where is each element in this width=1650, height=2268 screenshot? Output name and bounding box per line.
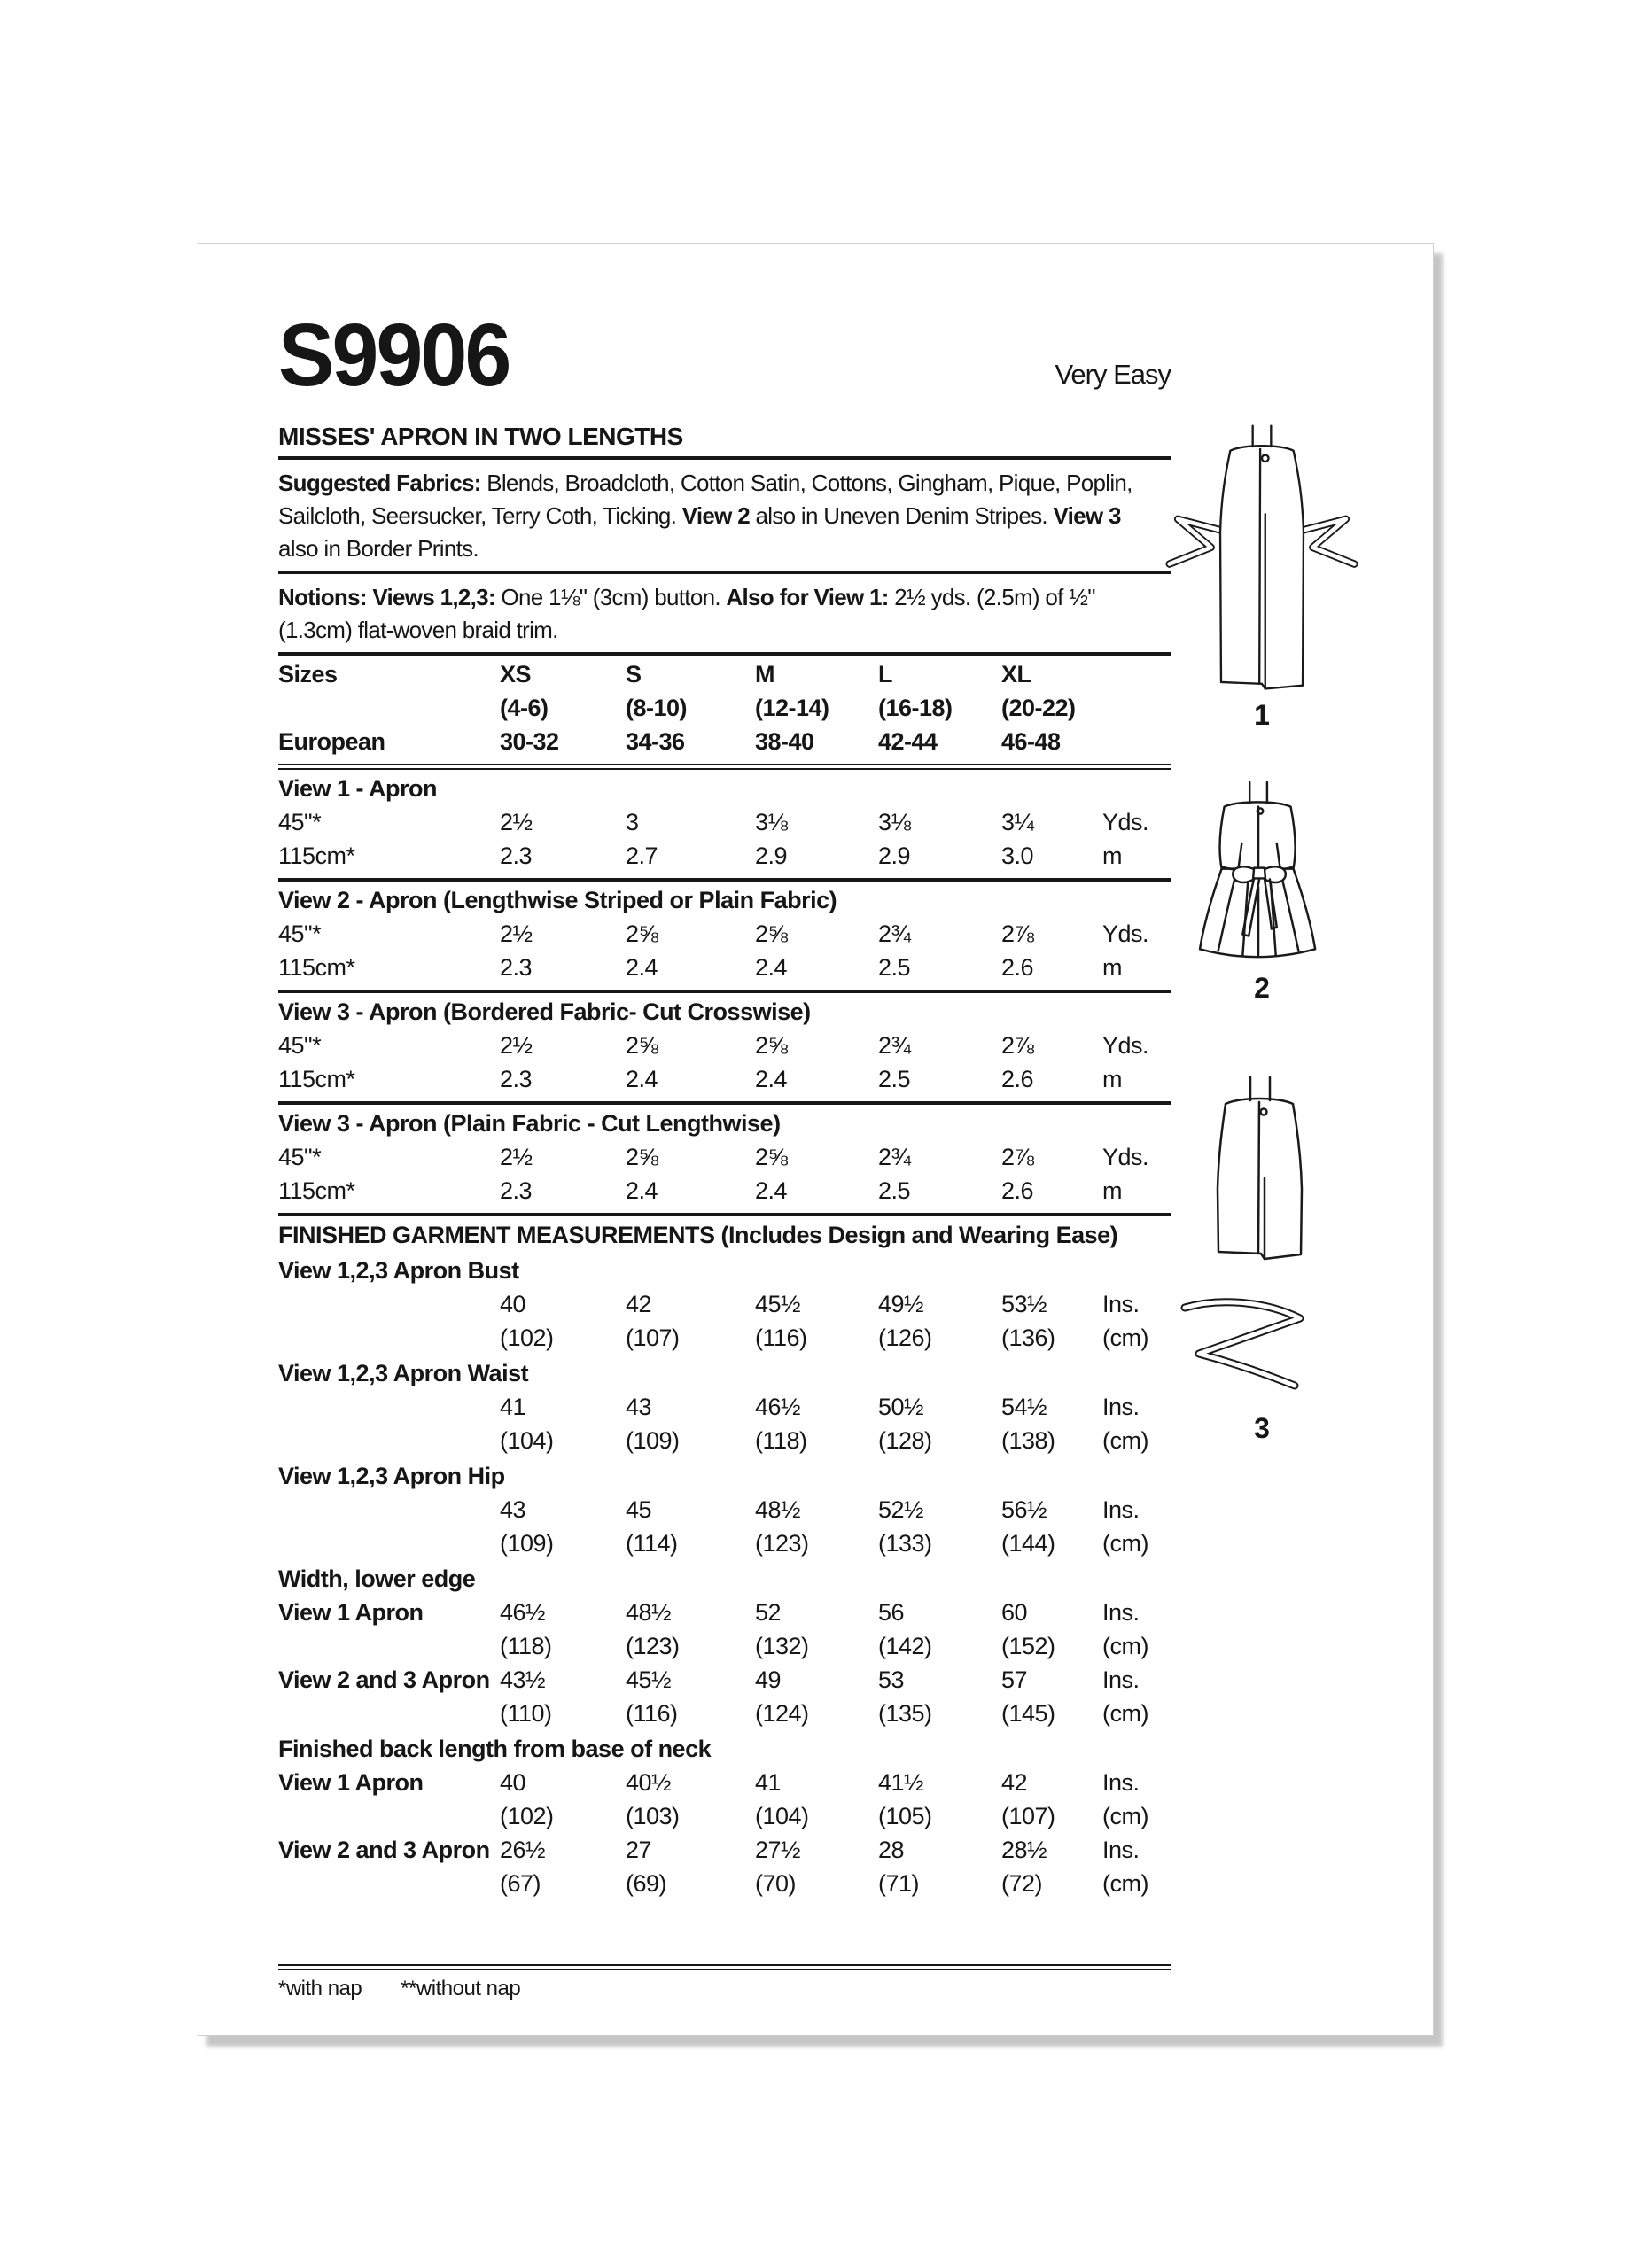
cell-s: 34-36 bbox=[626, 728, 685, 755]
notions-text: One 1⅛" (3cm) button. bbox=[494, 584, 727, 610]
cell-m: (12-14) bbox=[755, 695, 829, 721]
cell-unit: (cm) bbox=[1102, 1324, 1148, 1351]
cell-m: 3⅛ bbox=[755, 809, 788, 835]
cell-xs: 2½ bbox=[500, 1032, 533, 1059]
table-row bbox=[278, 1390, 1171, 1424]
cell-s: 3 bbox=[626, 809, 639, 835]
suggested-fabrics-paragraph bbox=[278, 467, 1171, 565]
table-row bbox=[278, 1526, 1171, 1560]
main-column bbox=[278, 244, 1171, 2025]
cell-xl: 53½ bbox=[1001, 1291, 1047, 1317]
cell-xs: 43½ bbox=[500, 1666, 546, 1693]
cell-xl: 3¼ bbox=[1001, 809, 1034, 835]
cell-unit: (cm) bbox=[1102, 1633, 1148, 1659]
fabrics-label: Suggested Fabrics: bbox=[278, 470, 481, 496]
group-label-hip: View 1,2,3 Apron Hip bbox=[278, 1463, 505, 1489]
row-label: 115cm* bbox=[278, 1066, 355, 1092]
with-nap-note: *with nap bbox=[278, 1977, 362, 2000]
cell-xs: 2½ bbox=[500, 920, 533, 947]
divider bbox=[278, 1213, 1171, 1216]
figure-view-2 bbox=[1160, 781, 1364, 1002]
cell-xl: 60 bbox=[1001, 1599, 1028, 1626]
cell-m: 2⅝ bbox=[755, 1144, 788, 1170]
yardage-rows bbox=[278, 1029, 1171, 1096]
cell-s: (109) bbox=[626, 1427, 680, 1454]
cell-s: 2.4 bbox=[626, 1177, 658, 1204]
cell-l: (105) bbox=[878, 1803, 932, 1829]
table-row bbox=[278, 1833, 1171, 1867]
yardage-rows bbox=[278, 1140, 1171, 1208]
table-row bbox=[278, 725, 1171, 758]
table-row bbox=[278, 1697, 1171, 1730]
cell-xs: 2½ bbox=[500, 1144, 533, 1170]
cell-s: 45½ bbox=[626, 1666, 672, 1693]
row-label bbox=[278, 1697, 500, 1730]
notions-label: Notions: Views 1,2,3: bbox=[278, 584, 495, 610]
cell-l: 28 bbox=[878, 1837, 905, 1863]
cell-xl: (136) bbox=[1001, 1324, 1055, 1351]
measurement-rows bbox=[278, 1596, 1171, 1730]
view3-ref: View 3 bbox=[1053, 502, 1121, 529]
divider bbox=[278, 1964, 1171, 1970]
row-label: View 2 and 3 Apron bbox=[278, 1666, 490, 1693]
table-row bbox=[278, 1493, 1171, 1526]
cell-s: (116) bbox=[626, 1700, 678, 1727]
cell-s: 2⅝ bbox=[626, 920, 658, 947]
cell-m: 41 bbox=[755, 1769, 782, 1796]
cell-xs: 26½ bbox=[500, 1837, 546, 1863]
cell-l: (16-18) bbox=[878, 695, 953, 721]
row-label: European bbox=[278, 728, 385, 755]
cell-s: 40½ bbox=[626, 1769, 672, 1796]
cell-xl: 42 bbox=[1001, 1769, 1028, 1796]
cell-m: (116) bbox=[755, 1324, 807, 1351]
yardage-rows bbox=[278, 805, 1171, 873]
fabrics-text: Blends, Broadcloth, Cotton Satin, Cottons, Gingham, Pique, Poplin, bbox=[480, 470, 1132, 496]
cell-unit: m bbox=[1102, 1177, 1122, 1204]
cell-xl: (152) bbox=[1001, 1633, 1055, 1659]
group-label-bust: View 1,2,3 Apron Bust bbox=[278, 1257, 519, 1284]
cell-xl: (107) bbox=[1001, 1803, 1055, 1829]
cell-s: 42 bbox=[626, 1291, 652, 1317]
cell-xl: 2⅞ bbox=[1001, 920, 1034, 947]
cell-l: 50½ bbox=[878, 1394, 924, 1420]
cell-xl: 2.6 bbox=[1001, 1066, 1034, 1092]
table-row bbox=[278, 1321, 1171, 1355]
group-label-waist: View 1,2,3 Apron Waist bbox=[278, 1360, 529, 1386]
row-label bbox=[278, 1493, 500, 1526]
table-row bbox=[278, 1867, 1171, 1900]
yardage-rows bbox=[278, 917, 1171, 984]
row-label: 115cm* bbox=[278, 954, 355, 981]
cell-m: 46½ bbox=[755, 1394, 801, 1420]
cell-unit: Ins. bbox=[1102, 1394, 1140, 1420]
cell-l: 2.5 bbox=[878, 1177, 911, 1204]
size-table-header bbox=[278, 657, 1171, 758]
table-row bbox=[278, 1029, 1171, 1062]
cell-xs: 2.3 bbox=[500, 843, 533, 869]
pattern-envelope-back bbox=[198, 243, 1434, 2036]
cell-m: 2⅝ bbox=[755, 920, 788, 947]
cell-l: 2.5 bbox=[878, 1066, 911, 1092]
cell-m: 2.9 bbox=[755, 843, 788, 869]
row-label: View 1 Apron bbox=[278, 1769, 424, 1796]
row-label bbox=[278, 1867, 500, 1900]
cell-xl: (145) bbox=[1001, 1700, 1055, 1727]
cell-xs: (67) bbox=[500, 1870, 541, 1897]
cell-m: (70) bbox=[755, 1870, 797, 1897]
table-row bbox=[278, 1062, 1171, 1096]
table-row bbox=[278, 691, 1171, 725]
table-row bbox=[278, 805, 1171, 839]
cell-unit: Ins. bbox=[1102, 1666, 1140, 1693]
cell-s: 43 bbox=[626, 1394, 652, 1420]
without-nap-note: **without nap bbox=[401, 1977, 521, 2000]
table-row bbox=[278, 951, 1171, 984]
table-row bbox=[278, 1424, 1171, 1457]
cell-unit: Yds. bbox=[1102, 920, 1149, 947]
cell-m: (123) bbox=[755, 1530, 809, 1557]
cell-m: M bbox=[755, 661, 774, 687]
cell-unit: Yds. bbox=[1102, 1032, 1149, 1059]
cell-xl: 2⅞ bbox=[1001, 1032, 1034, 1059]
table-row bbox=[278, 839, 1171, 873]
cell-unit: Ins. bbox=[1102, 1837, 1140, 1863]
row-label: 45"* bbox=[278, 1144, 322, 1170]
figure-view-1 bbox=[1160, 421, 1364, 729]
table-row bbox=[278, 657, 1171, 691]
row-label bbox=[278, 1424, 500, 1457]
cell-xs: 2.3 bbox=[500, 1066, 533, 1092]
row-label bbox=[278, 1321, 500, 1355]
row-label bbox=[278, 691, 500, 725]
apron-view1-illustration bbox=[1160, 421, 1364, 695]
cell-m: 2.4 bbox=[755, 1177, 788, 1204]
cell-m: 2.4 bbox=[755, 954, 788, 981]
view2-ref: View 2 bbox=[681, 502, 750, 529]
row-label bbox=[278, 1287, 500, 1321]
table-row bbox=[278, 1596, 1171, 1629]
row-label: 45"* bbox=[278, 809, 322, 835]
row-label: 115cm* bbox=[278, 843, 355, 869]
divider bbox=[278, 456, 1171, 460]
notions-text: 2½ yds. (2.5m) of ½" bbox=[888, 584, 1095, 610]
cell-m: 2⅝ bbox=[755, 1032, 788, 1059]
apron-view2-illustration bbox=[1160, 781, 1364, 968]
table-row bbox=[278, 1766, 1171, 1799]
cell-xs: (4-6) bbox=[500, 695, 549, 721]
cell-l: 42-44 bbox=[878, 728, 938, 755]
cell-unit: Ins. bbox=[1102, 1599, 1140, 1626]
cell-m: 27½ bbox=[755, 1837, 801, 1863]
cell-xl: 2.6 bbox=[1001, 1177, 1034, 1204]
row-label: View 2 and 3 Apron bbox=[278, 1837, 490, 1863]
cell-xs: 46½ bbox=[500, 1599, 546, 1626]
cell-m: (104) bbox=[755, 1803, 809, 1829]
cell-xs: XS bbox=[500, 661, 532, 687]
cell-unit: Ins. bbox=[1102, 1769, 1140, 1796]
cell-s: (107) bbox=[626, 1324, 680, 1351]
cell-l: 56 bbox=[878, 1599, 905, 1626]
page-title: MISSES' APRON IN TWO LENGTHS bbox=[278, 423, 683, 450]
row-label: View 1 Apron bbox=[278, 1599, 424, 1626]
notions-text: (1.3cm) flat-woven braid trim. bbox=[278, 617, 558, 643]
measurement-rows bbox=[278, 1390, 1171, 1457]
cell-xs: 40 bbox=[500, 1769, 526, 1796]
cell-s: 2⅝ bbox=[626, 1032, 658, 1059]
cell-xs: 2.3 bbox=[500, 954, 533, 981]
cell-l: 2¾ bbox=[878, 1144, 911, 1170]
cell-xl: 2.6 bbox=[1001, 954, 1034, 981]
cell-xl: (144) bbox=[1001, 1530, 1055, 1557]
row-label bbox=[278, 1799, 500, 1833]
difficulty-label: Very Easy bbox=[1055, 359, 1171, 390]
row-label bbox=[278, 1629, 500, 1663]
cell-l: (135) bbox=[878, 1700, 932, 1727]
table-row bbox=[278, 1663, 1171, 1697]
cell-xs: (102) bbox=[500, 1803, 554, 1829]
cell-xl: 46-48 bbox=[1001, 728, 1061, 755]
cell-s: 2.4 bbox=[626, 954, 658, 981]
cell-xl: 3.0 bbox=[1001, 843, 1034, 869]
fabrics-text: Sailcloth, Seersucker, Terry Coth, Ticking. bbox=[278, 502, 682, 529]
cell-l: 2¾ bbox=[878, 1032, 911, 1059]
row-label: Sizes bbox=[278, 661, 338, 687]
cell-unit: m bbox=[1102, 843, 1122, 869]
cell-s: S bbox=[626, 661, 642, 687]
notions-paragraph bbox=[278, 581, 1171, 647]
cell-l: 53 bbox=[878, 1666, 905, 1693]
cell-m: 49 bbox=[755, 1666, 782, 1693]
cell-l: (126) bbox=[878, 1324, 932, 1351]
cell-s: 48½ bbox=[626, 1599, 672, 1626]
finished-measurements-heading: FINISHED GARMENT MEASUREMENTS (Includes Design and Wearing Ease) bbox=[278, 1222, 1118, 1248]
cell-l: 49½ bbox=[878, 1291, 924, 1317]
divider bbox=[278, 764, 1171, 770]
cell-s: (69) bbox=[626, 1870, 667, 1897]
figure-label: 3 bbox=[1254, 1412, 1270, 1444]
cell-s: (123) bbox=[626, 1633, 680, 1659]
cell-l: 41½ bbox=[878, 1769, 924, 1796]
notions-view1-ref: Also for View 1: bbox=[726, 584, 889, 610]
cell-l: L bbox=[878, 661, 892, 687]
cell-unit: Ins. bbox=[1102, 1496, 1140, 1523]
footnote bbox=[278, 1974, 1171, 2004]
cell-m: 2.4 bbox=[755, 1066, 788, 1092]
cell-xs: (109) bbox=[500, 1530, 554, 1557]
cell-xs: (102) bbox=[500, 1324, 554, 1351]
apron-view3-illustration bbox=[1160, 1072, 1364, 1409]
cell-l: 2.5 bbox=[878, 954, 911, 981]
table-row bbox=[278, 1140, 1171, 1174]
measurement-rows bbox=[278, 1766, 1171, 1900]
divider bbox=[278, 990, 1171, 993]
table-row bbox=[278, 1799, 1171, 1833]
cell-unit: (cm) bbox=[1102, 1530, 1148, 1557]
divider bbox=[278, 571, 1171, 574]
cell-m: 45½ bbox=[755, 1291, 801, 1317]
row-label bbox=[278, 1526, 500, 1560]
cell-unit bbox=[1102, 725, 1171, 758]
row-label: 45"* bbox=[278, 920, 322, 947]
cell-s: (8-10) bbox=[626, 695, 688, 721]
cell-unit: Yds. bbox=[1102, 1144, 1149, 1170]
cell-l: 52½ bbox=[878, 1496, 924, 1523]
cell-xs: (110) bbox=[500, 1700, 552, 1727]
cell-xs: 2.3 bbox=[500, 1177, 533, 1204]
cell-s: 27 bbox=[626, 1837, 652, 1863]
table-row bbox=[278, 1174, 1171, 1208]
row-label: 115cm* bbox=[278, 1177, 355, 1204]
cell-s: 2⅝ bbox=[626, 1144, 658, 1170]
cell-unit: m bbox=[1102, 954, 1122, 981]
cell-xs: 40 bbox=[500, 1291, 526, 1317]
cell-xl: (138) bbox=[1001, 1427, 1055, 1454]
cell-s: 2.4 bbox=[626, 1066, 658, 1092]
table-row bbox=[278, 917, 1171, 951]
cell-l: 2.9 bbox=[878, 843, 911, 869]
table-row bbox=[278, 1629, 1171, 1663]
cell-unit: m bbox=[1102, 1066, 1122, 1092]
measurement-rows bbox=[278, 1287, 1171, 1355]
cell-xs: (104) bbox=[500, 1427, 554, 1454]
cell-xl: 2⅞ bbox=[1001, 1144, 1034, 1170]
group-label-width-lower-edge: Width, lower edge bbox=[278, 1565, 476, 1592]
cell-unit: (cm) bbox=[1102, 1803, 1148, 1829]
yardage-section-heading: View 2 - Apron (Lengthwise Striped or Plain Fabric) bbox=[278, 887, 837, 913]
cell-m: 52 bbox=[755, 1599, 782, 1626]
cell-xl: (72) bbox=[1001, 1870, 1043, 1897]
cell-l: (133) bbox=[878, 1530, 932, 1557]
cell-xs: 2½ bbox=[500, 809, 533, 835]
cell-l: (142) bbox=[878, 1633, 932, 1659]
table-row bbox=[278, 1287, 1171, 1321]
cell-l: 2¾ bbox=[878, 920, 911, 947]
cell-m: (132) bbox=[755, 1633, 809, 1659]
figure-label: 2 bbox=[1254, 972, 1270, 1004]
group-label-back-length: Finished back length from base of neck bbox=[278, 1736, 712, 1762]
cell-l: (128) bbox=[878, 1427, 932, 1454]
cell-xl: 56½ bbox=[1001, 1496, 1047, 1523]
cell-xl: XL bbox=[1001, 661, 1031, 687]
cell-unit: (cm) bbox=[1102, 1700, 1148, 1727]
cell-l: 3⅛ bbox=[878, 809, 911, 835]
cell-unit: Ins. bbox=[1102, 1291, 1140, 1317]
divider bbox=[278, 878, 1171, 882]
divider bbox=[278, 1101, 1171, 1105]
cell-xs: 41 bbox=[500, 1394, 526, 1420]
yardage-section-heading: View 3 - Apron (Bordered Fabric- Cut Crosswise) bbox=[278, 998, 811, 1025]
cell-m: (124) bbox=[755, 1700, 809, 1727]
cell-s: 2.7 bbox=[626, 843, 658, 869]
fabrics-text: also in Border Prints. bbox=[278, 535, 479, 562]
row-label bbox=[278, 1390, 500, 1424]
cell-s: (114) bbox=[626, 1530, 678, 1557]
cell-s: (103) bbox=[626, 1803, 680, 1829]
cell-l: (71) bbox=[878, 1870, 920, 1897]
cell-s: 45 bbox=[626, 1496, 652, 1523]
cell-xl: 28½ bbox=[1001, 1837, 1047, 1863]
pattern-number: S9906 bbox=[278, 306, 510, 405]
cell-xl: 54½ bbox=[1001, 1394, 1047, 1420]
row-label: 45"* bbox=[278, 1032, 322, 1059]
cell-m: 38-40 bbox=[755, 728, 814, 755]
yardage-section-heading: View 3 - Apron (Plain Fabric - Cut Lengthwise) bbox=[278, 1110, 781, 1137]
cell-unit: (cm) bbox=[1102, 1427, 1148, 1454]
figure-label: 1 bbox=[1254, 699, 1270, 731]
cell-xs: 30-32 bbox=[500, 728, 559, 755]
cell-unit: (cm) bbox=[1102, 1870, 1148, 1897]
cell-xs: 43 bbox=[500, 1496, 526, 1523]
yardage-section-heading: View 1 - Apron bbox=[278, 775, 438, 802]
cell-xs: (118) bbox=[500, 1633, 552, 1659]
cell-m: 48½ bbox=[755, 1496, 801, 1523]
figure-view-3 bbox=[1160, 1072, 1364, 1442]
measurement-rows bbox=[278, 1493, 1171, 1560]
divider bbox=[278, 652, 1171, 656]
cell-unit: Yds. bbox=[1102, 809, 1149, 835]
cell-xl: 57 bbox=[1001, 1666, 1028, 1693]
fabrics-text: also in Uneven Denim Stripes. bbox=[749, 502, 1054, 529]
cell-xl: (20-22) bbox=[1001, 695, 1076, 721]
cell-m: (118) bbox=[755, 1427, 807, 1454]
